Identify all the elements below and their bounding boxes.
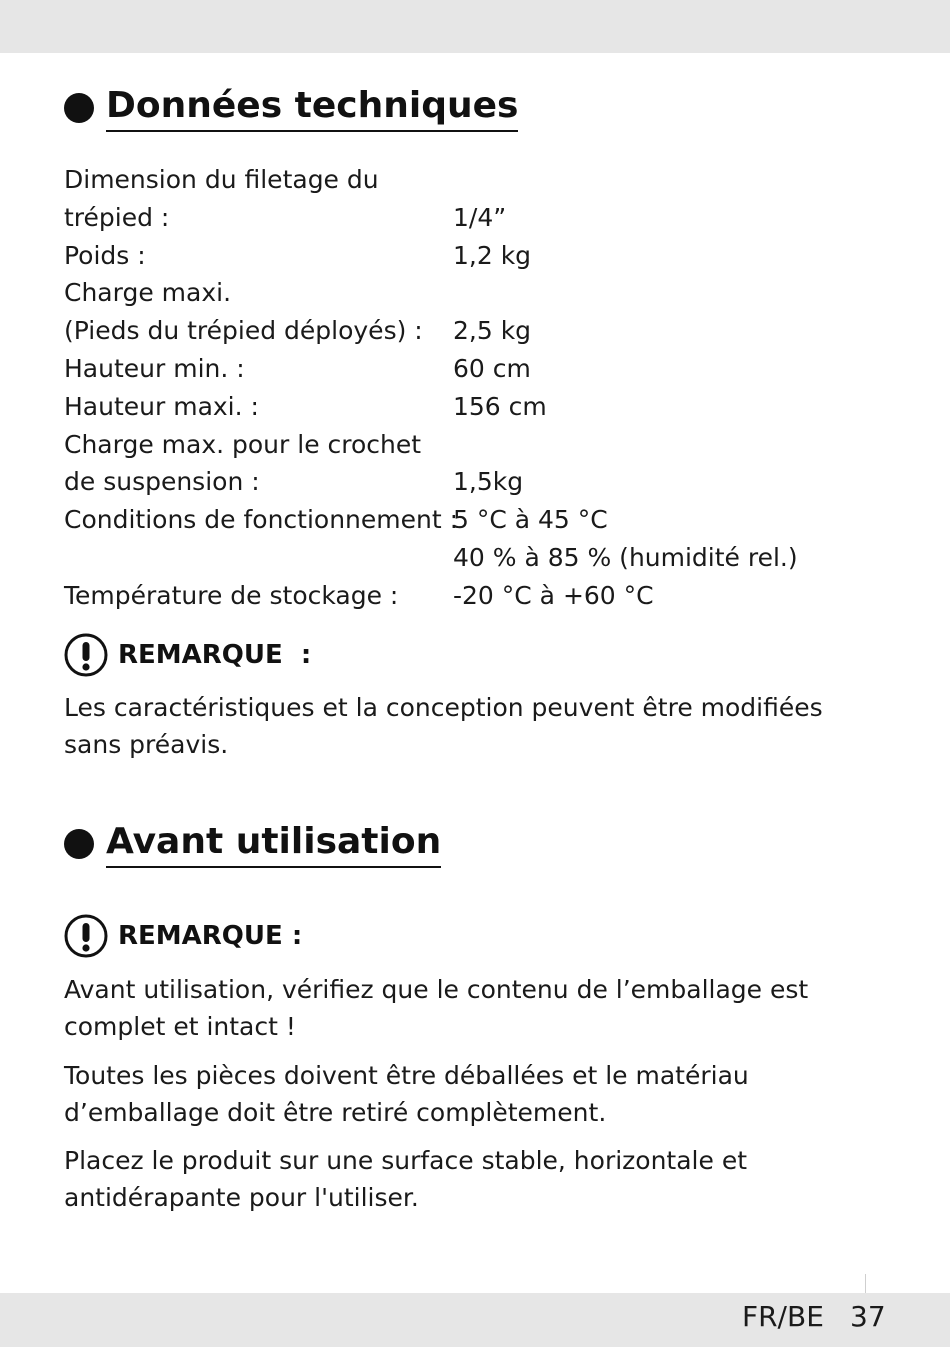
spec-row [64,388,884,426]
spec-label: Hauteur min. : [64,353,245,383]
note-title: REMARQUE : [118,921,303,951]
spec-label: Hauteur maxi. : [64,391,259,421]
spec-row [64,199,884,237]
spec-label: Conditions de fonctionnement : [64,505,459,535]
spec-label [64,539,453,577]
paragraph: Avant utilisation, vérifiez que le contenu de l’emballage est complet et intact ! [64,975,809,1041]
spec-label: Dimension du filetage du [64,165,379,194]
spec-value: 60 cm [453,353,531,383]
note-title: REMARQUE : [118,640,312,670]
bullet-icon [64,829,94,859]
spec-row [64,577,884,615]
spec-label: Charge max. pour le crochet [64,429,422,459]
spec-value: 5 °C à 45 °C [453,505,608,535]
spec-value: -20 °C à +60 °C [453,580,654,610]
paragraph: Toutes les pièces doivent être déballées et le matériau d’emballage doit être retiré complètement. [64,1061,749,1127]
spec-value: 1,5kg [453,467,524,497]
top-band [0,0,950,53]
section-header-before-use [64,820,441,868]
section-title-before-use: Avant utilisation [106,820,441,868]
specs-table [64,161,884,615]
spec-label: (Pieds du trépied déployés) : [64,316,423,346]
spec-label: Poids : [64,240,146,270]
note-text: Les caractéristiques et la conception peuvent être modifiées sans préavis. [64,693,823,759]
spec-label: de suspension : [64,467,260,497]
spec-label: trépied : [64,202,170,232]
spec-row [64,539,884,577]
footer-divider [865,1274,866,1293]
spec-row [64,237,884,275]
spec-label: Charge maxi. [64,278,232,308]
spec-value: 1,2 kg [453,240,532,270]
note-header [64,914,302,958]
page-number: 37 [850,1300,886,1333]
paragraph: Placez le produit sur une surface stable, horizontale et antidérapante pour l'utiliser. [64,1146,748,1212]
spec-value: 156 cm [453,391,547,421]
spec-value: 1/4” [453,202,507,232]
spec-row [64,463,884,501]
exclamation-icon [64,914,108,958]
exclamation-icon [64,633,108,677]
spec-row [64,274,884,312]
spec-row [64,312,884,350]
spec-value: 40 % à 85 % (humidité rel.) [453,542,798,572]
spec-row [64,350,884,388]
spec-value: 2,5 kg [453,316,532,346]
spec-row [64,426,884,464]
spec-row [64,161,884,199]
section-header-technical [64,84,518,132]
spec-label: Température de stockage : [64,580,399,610]
note-header [64,633,311,677]
section-title-technical: Données techniques [106,84,518,132]
spec-row [64,501,884,539]
bullet-icon [64,93,94,123]
footer-locale: FR/BE [742,1300,824,1333]
